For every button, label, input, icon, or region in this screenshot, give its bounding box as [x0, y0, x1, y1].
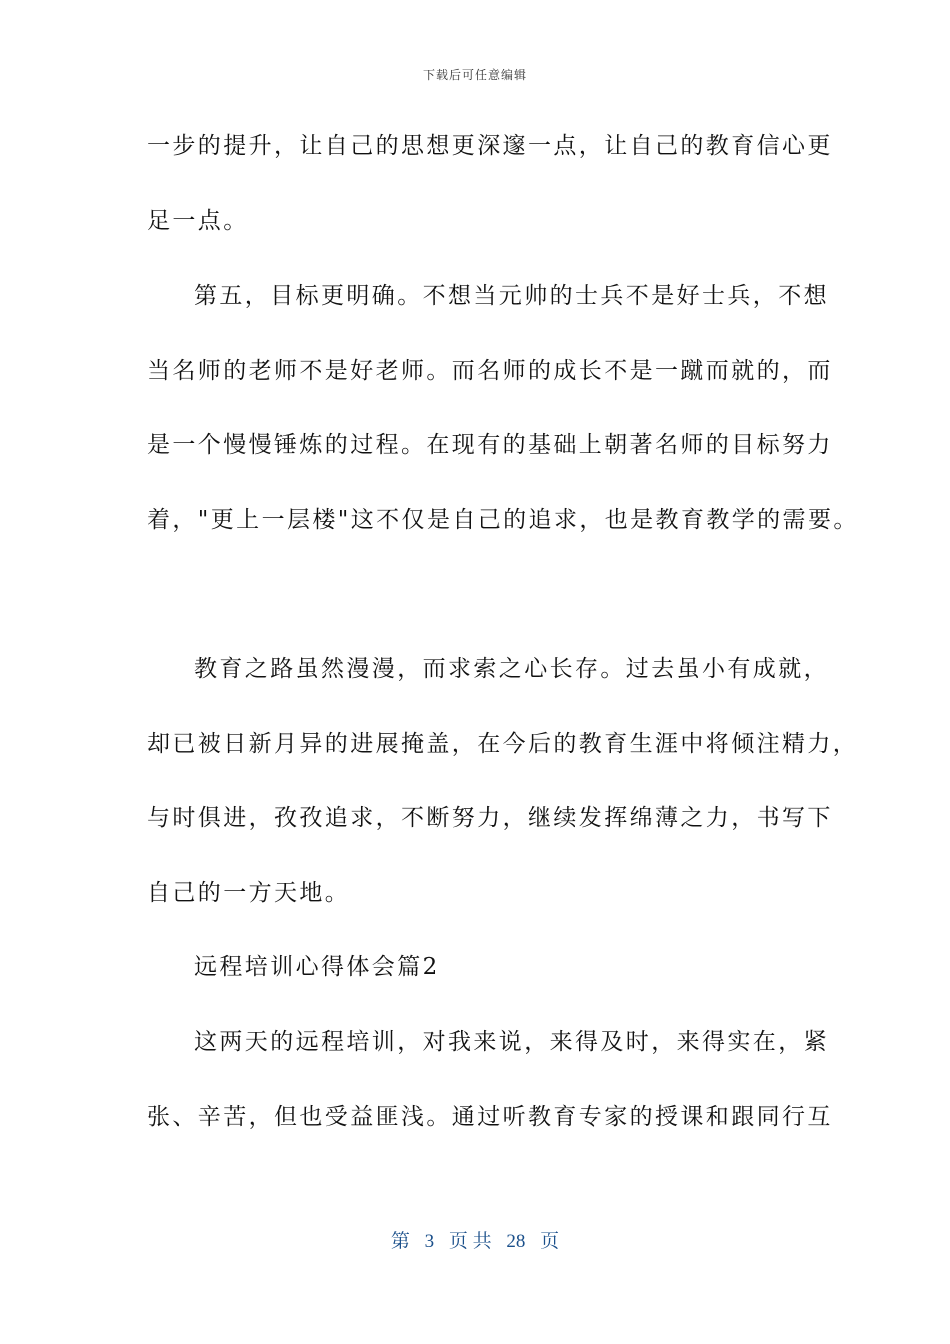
paragraph-start-line: 第五，目标更明确。不想当元帅的士兵不是好士兵，不想: [194, 283, 829, 309]
text-line: 足一点。: [147, 208, 249, 234]
text-line: 一步的提升，让自己的思想更深邃一点，让自己的教育信心更: [147, 133, 833, 159]
footer-middle: 页 共: [448, 1231, 492, 1252]
footer-prefix: 第: [390, 1231, 410, 1252]
paragraph-start-line: 教育之路虽然漫漫，而求索之心长存。过去虽小有成就，: [194, 656, 829, 682]
text-line: 与时俱进，孜孜追求，不断努力，继续发挥绵薄之力，书写下: [147, 805, 833, 831]
footer-total-pages: 28: [506, 1231, 526, 1252]
text-line: 自己的一方天地。: [147, 880, 351, 906]
text-line: 当名师的老师不是好老师。而名师的成长不是一蹴而就的，而: [147, 358, 833, 384]
page-footer: [0, 1226, 950, 1253]
text-line: 是一个慢慢锤炼的过程。在现有的基础上朝著名师的目标努力: [147, 432, 833, 458]
text-line: 却已被日新月异的进展掩盖，在今后的教育生涯中将倾注精力，: [147, 731, 859, 757]
page-header: 下载后可任意编辑: [422, 68, 527, 82]
text-line: 着，"更上一层楼"这不仅是自己的追求，也是教育教学的需要。: [147, 507, 859, 533]
footer-suffix: 页: [540, 1231, 560, 1252]
section-heading: 远程培训心得体会篇2: [194, 954, 440, 980]
text-line: 张、辛苦，但也受益匪浅。通过听教育专家的授课和跟同行互: [147, 1104, 833, 1130]
footer-page-number: 3: [424, 1231, 435, 1252]
paragraph-start-line: 这两天的远程培训，对我来说，来得及时，来得实在，紧: [194, 1029, 829, 1055]
